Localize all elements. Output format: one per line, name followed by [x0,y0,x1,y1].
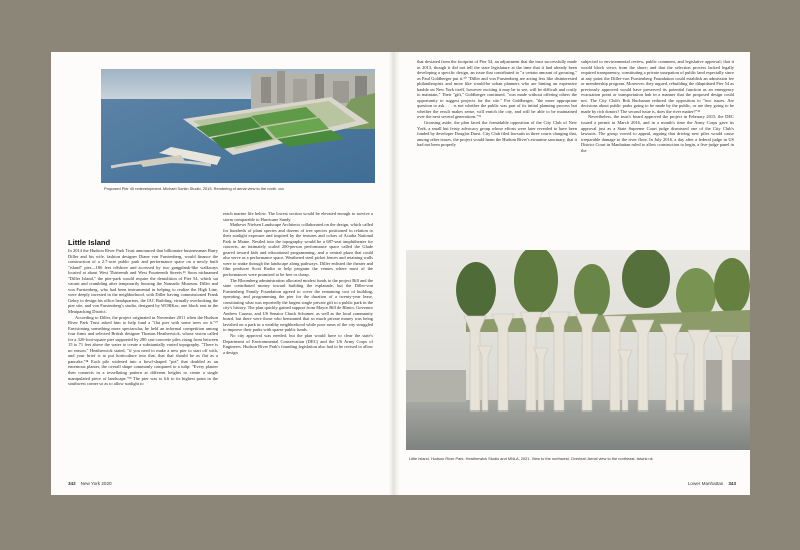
paragraph: Mathews Nielsen Landscape Architects collaborated on the design, which called for hundreds of plant species and dozens of tree species positioned in relation to their sunlight exposure and inspired by the textures and colors of Acadia National Park in Maine. Nestled into the topography would be a 687-seat amphitheater for concerts, an intimately scaled 200-person performance space called the Glade geared toward kids and educational programming, and a central plaza that could also serve as a performance space. Weathered steel picket fences and retaining walls were to snake through the landscape along pathways. Diller enlisted the theater and film producer Scott Rudin to help program the venues where most of the performances were promised to be free or cheap. [223,222,373,278]
paragraph: In 2014 the Hudson River Park Trust announced that billionaire businessman Barry Diller and his wife, fashion designer Diane von Furstenberg, would finance the construction of a 2.7-acre public park and performance space on a newly built "island" pier—186 feet offshore and accessed by two gangplank-like walkways located at about West Thirteenth and West Fourteenth Streets.²⁶ Soon nicknamed "Diller Island," the pier-park would require the demolition of Pier 54, which sat vacant and crumbling after temporarily housing the Nomadic Museum. Diller and von Furstenberg, who had been instrumental in helping to realize the High Line, were deeply invested in the neighborhood, with Diller having commissioned Frank Gehry to design his office headquarters, the IAC Building, virtually overlooking the pier site, and von Furstenberg's studio, designed by WORKac, one block east in the Meatpacking District. [68,248,218,315]
right-page [400,52,750,495]
paragraph: Grousing aside, the plan faced the formidable opposition of the City Club of New York, a small but feisty advocacy group whose efforts were later revealed to have been funded by developer Douglas Durst. City Club filed lawsuits in three courts charging that, among other issues, the project would harm the Hudson River's estuarine sanctuary, that it had not been properly [417,120,577,148]
right-column-2 [581,59,734,247]
running-title: New York 2020 [80,481,112,486]
paragraph: No city approval was needed, but the plan would have to clear the state's Department of Environmental Conservation (DEC) and the US Army Corps of Engineers. Hudson River Park's founding legislation also had to be revised to allow a design [223,333,373,355]
pier-40-rendering-image [101,69,375,183]
paragraph: that deviated from the footprint of Pier 54, an adjustment that the trust successfully made in 2013, though it did not tell the state legislature at the time that it had already been developing a specific design, an issue that contributed to "a certain amount of grousing," as Paul Goldberger put it.³⁰ "Diller and von Furstenberg are acting less like disinterested philanthropists and more like would-be urban planners who are hinting an expensive bauble on New York itself, however exciting it may be to see, will be difficult and costly to maintain," Their "gift," Goldberger continued, "was made without offering others the opportunity to suggest projects for the site." For Goldberger, "the more appropriate question to ask . . . is not whether the public was part of its initial planning process but whether the result makes sense, will enrich the city, and will be able to be maintained over the next several generations."³¹ [417,59,577,120]
page-gutter [389,52,400,495]
page-number: 342 [68,481,76,486]
left-footer [68,481,112,486]
pier-40-caption: Proposed Pier 40 redevelopment. Michael Sorkin Studio, 2015. Rendering of aerial view to the north. ccc [104,186,285,191]
pier-40-aerial-illustration [101,69,375,183]
right-footer [688,481,736,486]
left-page [51,52,389,495]
paragraph: reach marine life below. The lowest section would be elevated enough to survive a storm comparable to Hurricane Sandy. [223,211,373,222]
left-column-2 [223,211,373,476]
little-island-caption: Little Island, Hudson River Park. Heatherwick Studio and MNLA, 2021. View to the northwest. Overleaf: Aerial view to the northeast. tslwnk.nk [409,456,653,461]
little-island-photo [406,250,750,450]
paragraph: The Bloomberg administration allocated modest funds to the project Bill and the state contributed money toward building the esplanade, but the Diller-von Furstenberg Family Foundation agreed to cover the remaining cost of building, operating, and programming the pier for the duration of a twenty-year lease, constituting what was reportedly the largest single private gift to a public park in the city's history. The plan quickly gained support from Mayor Bill de Blasio, Governor Andrew Cuomo, and US Senator Chuck Schumer, as well as the local community board, but there were those who bemoaned that so much private money was being lavished on a park in a wealthy neighborhood while poor areas of the city struggled to improve their parks with sparse public funds. [223,277,373,333]
paragraph: subjected to environmental review, public comment, and legislative approval; that it would block views from the shore; and that the selection process lacked legally required transparency, constituting a private usurpation of public land especially since at any point the Diller-von Furstenberg Foundation could establish an admission fee or membership program. Moreover, they argued, rebuilding the dilapidated Pier 54 as previously approved would have preserved its potential function as an emergency evacuation point or transportation hub in a manner that the proposed design could not. The City Club's Rob Buchanan reduced the opposition to "two issues. Are decisions about public parks going to be made by the public, or are they going to be made by rich donors? The second issue is, does the river matter?"³² [581,59,734,114]
paragraph: Nevertheless, the trust's board approved the project in February 2015, the DEC issued a permit in March 2016, and in a month's time the Army Corps gave its approval just as a State Supreme Court judge dismissed one of the City Club's lawsuits. The group vowed to appeal, arguing that driving new piles would cause irreparable damage to the river floor. In July 2016, a day after a federal judge in US District Court in Manhattan ruled to allow construction to begin, a five-judge panel in the [581,114,734,153]
right-column-1 [417,59,577,217]
paragraph: According to Diller, the project originated in November 2011 when the Hudson River Park Trust asked him to help fund a "flat pier with some trees on it."²⁷ Envisioning something more spectacular, he held an informal competition among four firms and selected British designer Thomas Heatherwick, whose vision called for a 320-foot-square pier supported by 280 cast-concrete piles rising from between 15 to 71 feet above the water to create a substantially varied topography. "There is no reason," Heatherwick stated, "if you need to make a new pier to start off with, and your brief is to put horticulture into that, that that should be as flat as a pancake."²⁸ Each pile widened into a bowl-shaped "pot" that doubled as an enormous planter, the overall shape commonly compared to a tulip: "Every planter then connects in a tessellating pattern at different heights to create a single manipulated piece of landscape."²⁹ The pier was to lift to its highest point in the southwest corner so as to allow sunlight to [68,314,218,387]
left-column-1 [68,248,218,476]
page-number: 343 [728,481,736,486]
running-title: Lower Manhattan [687,481,724,486]
section-heading: Little Island [68,238,111,247]
little-island-illustration [406,250,750,450]
